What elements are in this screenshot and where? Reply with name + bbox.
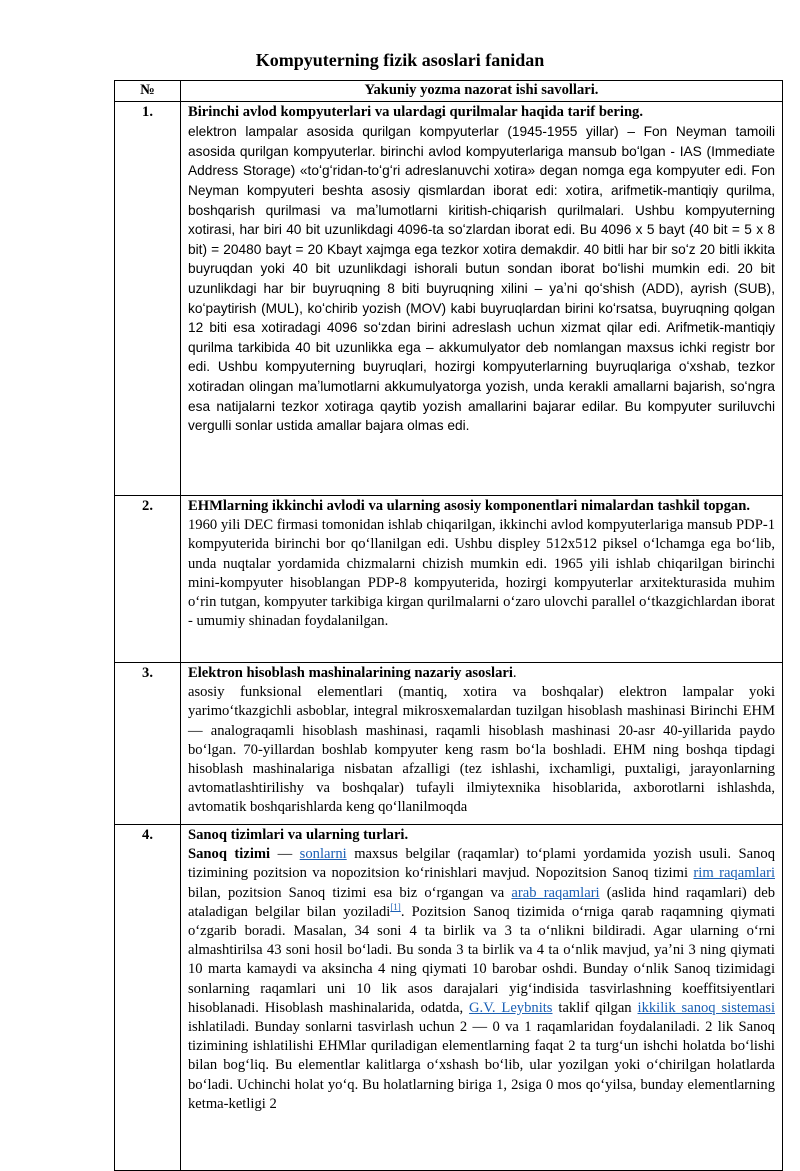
page-title: Kompyuterning fizik asoslari fanidan <box>255 50 545 70</box>
link-ikkilik-sanoq-sistemasi[interactable]: ikkilik sanoq sistemasi <box>637 999 775 1016</box>
row-number: 3. <box>115 663 181 825</box>
answer-text <box>188 845 775 1170</box>
link-arab-raqamlari[interactable]: arab raqamlari <box>511 884 600 901</box>
link-rim-raqamlari[interactable]: rim raqamlari <box>693 865 775 882</box>
row-content <box>181 496 783 663</box>
answer-text: asosiy funksional elementlari (mantiq, xotira va boshqalar) elektron lampalar yoki yarimoʻtkazgichli asboblar, integral mikrosxemalardan tuzilgan hisoblash mashinasi Birinchi EHM — analograqamli hisoblash mashinasi, raqamli hisoblash mashinasi 20-asr 40-yillarida paydo boʻlgan. 70-yillardan boshlab kompyuter keng rasm boʻla boshladi. EHM ning boshqa tipdagi hisoblash mashinalariga nisbatan afzalligi (tez ishlashi, ixchamligi, puxtaligi, jarayonlarning avtomatlashtirilishy va boshqalar) tufayli ilmiytexnika hisoblarida, axborotlarni ishlashda, avtomatik boshqarishlarda keng qoʻllanilmoqda <box>188 684 775 816</box>
row-content <box>181 663 783 825</box>
row-content <box>181 825 783 1171</box>
answer-fragment: ishlatiladi. Bunday sonlarni tasvirlash uchun 2 — 0 va 1 raqamlaridan foydalaniladi. 2 lik Sanoq tizimining ishlatilishi EHMlar quriladigan elementlarning faqat 2 ta turgʻun ishchi holatda boʻlishi bilan bogʻliq. Bu elementlar kalitlarga oʻxshash boʻlib, ular yozilgan yoki oʻchirilgan holatlarda boʻladi. Uchinchi holat yoʻq. Bu holatlarning biriga 1, 2siga 0 mos qoʻyilsa, bunday elementlarning ketma-ketligi 2 <box>188 1019 775 1112</box>
row-number: 2. <box>115 496 181 663</box>
row-content <box>181 102 783 496</box>
question-text: EHMlarning ikkinchi avlodi va ularning asosiy komponentlari nimalardan tashkil topgan. <box>188 498 750 514</box>
row-number: 4. <box>115 825 181 1171</box>
question-line <box>188 664 775 683</box>
question-text: Sanoq tizimlari va ularning turlari. <box>188 827 409 843</box>
questions-table <box>114 80 783 1171</box>
footnote-reference-link[interactable]: [1] <box>390 901 401 912</box>
question-text: Birinchi avlod kompyuterlari va ulardagi qurilmalar haqida tarif bering. <box>188 104 644 120</box>
column-header-questions: Yakuniy yozma nazorat ishi savollari. <box>181 81 783 102</box>
answer-fragment: (aslida hind raqamlari) deb ataladigan belgilar bilan yoziladi <box>188 884 775 920</box>
row-number: 1. <box>115 102 181 496</box>
question-suffix: . <box>512 665 517 681</box>
column-header-number: № <box>115 81 181 102</box>
term-bold: Sanoq tizimi <box>188 846 271 863</box>
question-text: Elektron hisoblash mashinalarining nazariy asoslari <box>188 665 513 681</box>
table-row <box>115 102 783 496</box>
answer-fragment: . Pozitsion Sanoq tizimida oʻrniga qarab raqamning qiymati oʻzgarib boradi. Masalan, 34 soni 4 ta birlik va 3 ta oʻnlikni bildiradi. Agar ularning oʻrni almashtirilsa 43 soni hosil boʻladi. Bu sonda 3 ta birlik va 4 ta oʻnlik mavjud, yaʼni 3 ning qiymati 10 marta kamaydi va aksincha 4 ning qiymati 10 barobar oshdi. Bunday oʻnlik Sanoq tizimidagi sonlarning raqamlari uni 10 lik asos darajalari yigʻindisida tasvirlashning koeffitsiyentlari hisoblanadi. Hisoblash mashinalarida, odatda, <box>188 903 775 1016</box>
answer-text: elektron lampalar asosida qurilgan kompyuterlar (1945-1955 yillar) – Fon Neyman tamoili asosida qurilgan kompyuterlar. birinchi avlod kompyuterlariga mansub boʻlgan - IAS (Immediate Address Storage) «toʻgʻridan-toʻgʻri adreslanuvchi xotira» degan nomga ega kompyuter edi. Fon Neyman kompyuteri beshta asosiy qismlardan iborat edi: xotira, arifmetik-mantiqiy qurilma, boshqarish qurilmasi va maʼlumotlarni kiritish-chiqarish qurilmalari. Ushbu kompyuterning xotirasi, har biri 40 bit uzunlikdagi 4096-ta soʻzlardan iborat edi. Bu 4096 x 5 bayt (40 bit = 5 x 8 bit) = 20480 bayt = 20 Kbayt xajmga ega tezkor xotira demakdir. 40 bitli har bir soʻz 20 bitli ikkita buyruqdan yoki 40 bit uzunlikdagi ishorali butun sondan iborat boʻlishi mumkin edi. 20 bit uzunlikdagi har bir buyruqning 8 biti buyruqning xilini – yaʼni qoʻshish (ADD), ayrish (SUB), koʻpaytirish (MUL), koʻchirib yozish (MOV) kabi buyruqlardan birini koʻrsatsa, buyruqning qolgan 12 biti esa xotiradagi 4096 soʻzdan birini adreslash uchun xizmat qilar edi. Arifmetik-mantiqiy qurilma tarkibida 40 bit uzunlikka ega – akkumulyator deb nomlangan maxsus ichki registr bor edi. Ushbu kompyuterning buyruqlari, hozirgi kompyuterlarning buyruqlariga oʻxshab, tezkor xotiradan olingan maʼlumotlarni akkumulyatorga yozish, unda kerakli amallarni bajarish, soʻngra esa natijalarni tezkor xotiraga qaytib yozish amallarini bajarar edilar. Bu kompyuter suriluvchi vergulli sonlar ustida amallar bajara olmas edi. <box>188 124 775 434</box>
answer-fragment: maxsus belgilar (raqamlar) toʻplami yordamida yozish usuli. Sanoq tizimining pozitsion va nopozitsion koʻrinishlari mavjud. Nopozitsion Sanoq tizimi <box>188 846 775 882</box>
table-row <box>115 496 783 663</box>
table-header-row <box>115 81 783 102</box>
answer-fragment: — <box>270 846 300 863</box>
table-row <box>115 825 783 1171</box>
link-leybnits[interactable]: G.V. Leybnits <box>469 999 553 1016</box>
answer-text: 1960 yili DEC firmasi tomonidan ishlab chiqarilgan, ikkinchi avlod kompyuterlariga mansub PDP-1 kompyuterida birinchi bor qoʻllanilgan edi. Ushbu displey 512x512 piksel oʻlchamga ega boʻlib, unda nuqtalar yordamida chizmalarni chizish mumkin edi. 1965 yili ishlab chiqarilgan birinchi mini-kompyuter hisoblangan PDP-8 kompyuterida, hozirgi kompyuterlar arxitekturasida muhim oʻrin tutgan, kompyuter tarkibiga kirgan qurilmalarni oʻzaro ulovchi parallel oʻtkazgichlardan iborat - umumiy shinadan foydalanilgan. <box>188 517 775 630</box>
table-row <box>115 663 783 825</box>
answer-fragment: taklif qilgan <box>552 999 638 1016</box>
answer-fragment: bilan, pozitsion Sanoq tizimi esa biz oʻrgangan va <box>188 884 512 901</box>
link-sonlarni[interactable]: sonlarni <box>299 846 347 863</box>
